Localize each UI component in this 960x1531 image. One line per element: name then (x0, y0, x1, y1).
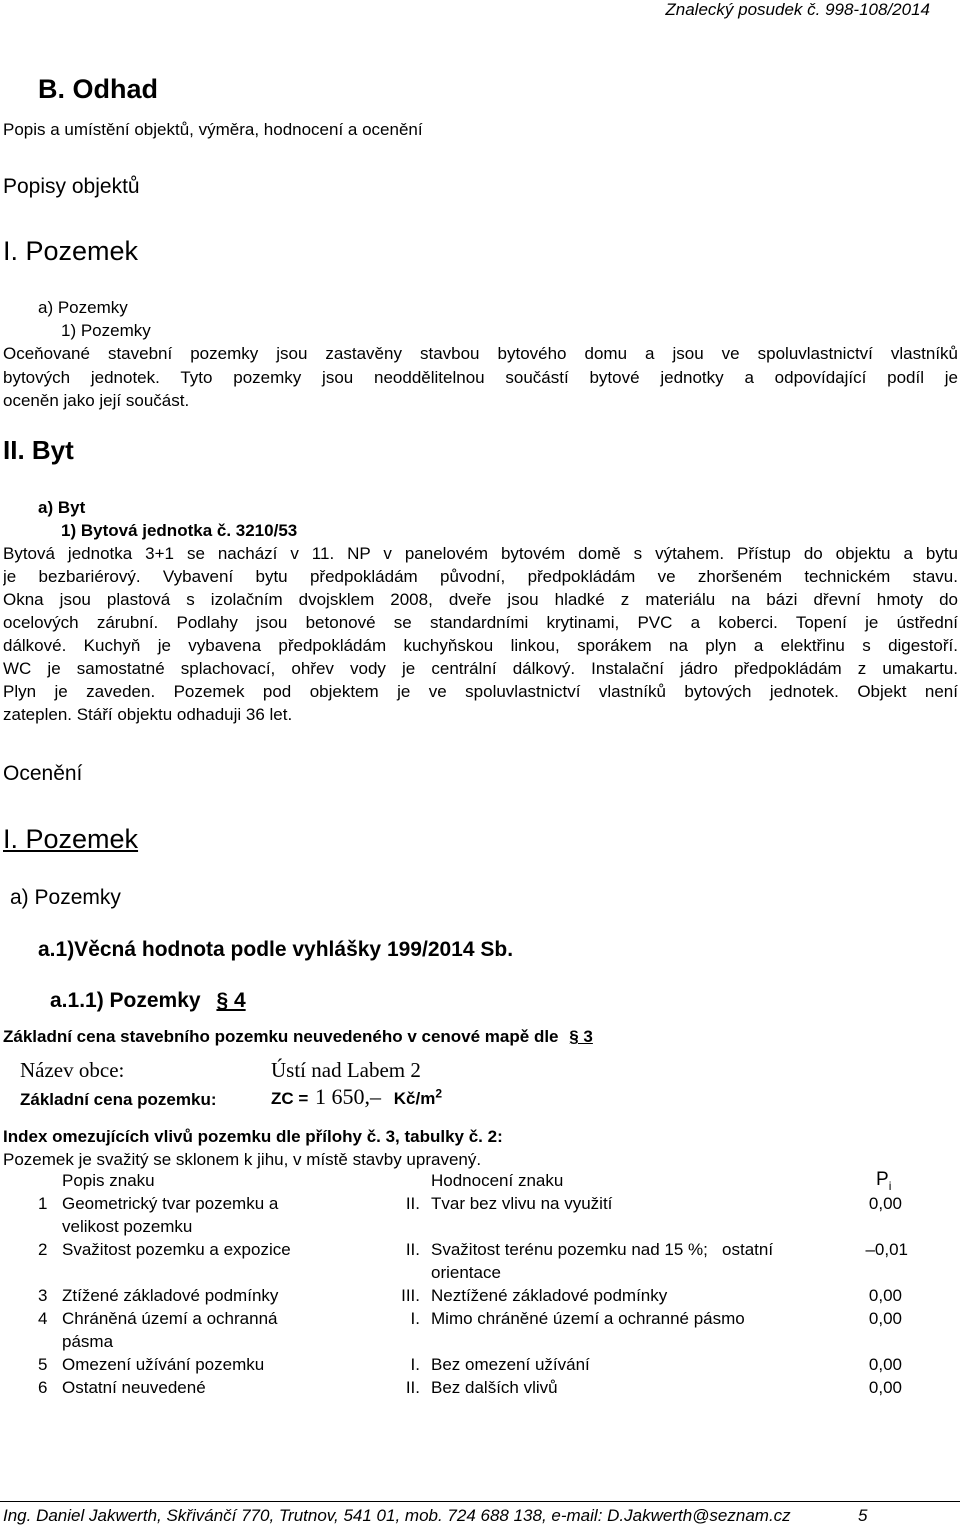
row-popis-line: pásma (62, 1332, 114, 1351)
row-popis-line: Ostatní neuvedené (62, 1378, 206, 1397)
popisy-heading: Popisy objektů (3, 175, 140, 198)
row-hodnoceni-line: Tvar bez vlivu na využití (431, 1194, 613, 1213)
col-popis-header: Popis znaku (62, 1171, 155, 1190)
byt-para-line: dálkové. Kuchyň je vybavena předpokládám kuchyňskou linkou, sporákem na plyn a elektřinu s digestoří. (3, 636, 958, 655)
a11-prefix: a.1.1) Pozemky (50, 989, 201, 1012)
index-heading: Index omezujících vlivů pozemku dle přílohy č. 3, tabulky č. 2: (3, 1127, 503, 1146)
zakladni-cena-heading (3, 1027, 593, 1047)
pozemek-para-line: oceněn jako její součást. (3, 391, 190, 410)
section-b-heading: B. Odhad (38, 74, 158, 104)
col-hodnoceni-header: Hodnocení znaku (431, 1171, 564, 1190)
zc-unit-sup: 2 (435, 1086, 443, 1101)
row-popis-line: Ztížené základové podmínky (62, 1286, 279, 1305)
paragraph-ref-link[interactable]: § 3 (569, 1027, 593, 1046)
byt-heading: II. Byt (3, 435, 74, 465)
byt-para-line: Bytová jednotka 3+1 se nachází v 11. NP v panelovém bytovém domě s výtahem. Přístup do objektu a bytu (3, 544, 958, 563)
pozemek-sub-a: a) Pozemky (38, 298, 128, 317)
col-p-header (876, 1169, 891, 1193)
row-number: 1 (38, 1194, 48, 1213)
row-p-value: 0,00 (868, 1355, 902, 1374)
row-stupen: II. (405, 1240, 420, 1259)
row-p-value: 0,00 (868, 1194, 902, 1213)
row-number: 4 (38, 1309, 48, 1328)
row-popis-line: Svažitost pozemku a expozice (62, 1240, 291, 1259)
row-popis-line: Omezení užívání pozemku (62, 1355, 265, 1374)
index-text: Pozemek je svažitý se sklonem k jihu, v místě stavby upravený. (3, 1150, 482, 1169)
pozemek-para-line: bytových jednotek. Tyto pozemky jsou neoddělitelnou součástí bytové jednotky a odpovídající podíl je (3, 368, 958, 387)
zc-formula (271, 1084, 442, 1110)
byt-sub-a: a) Byt (38, 498, 86, 517)
zc-prefix: ZC = (271, 1089, 309, 1108)
row-number: 2 (38, 1240, 48, 1259)
row-hodnoceni-line: Neztížené základové podmínky (431, 1286, 668, 1305)
document-header-title: Znalecký posudek č. 998-108/2014 (665, 0, 930, 19)
oceneni-heading: Ocenění (3, 762, 83, 785)
oceneni-pozemek-heading: I. Pozemek (3, 824, 139, 854)
footer-contact: Ing. Daniel Jakwerth, Skřivánčí 770, Trutnov, 541 01, mob. 724 688 138, e-mail: D.Jakwerth@seznam.cz (3, 1506, 791, 1525)
byt-para-line: ocelových zárubní. Podlahy jsou betonové se standardními krytinami, PVC a koberci. Topení je ústřední (3, 613, 958, 632)
row-hodnoceni-line: Mimo chráněné území a ochranné pásmo (431, 1309, 745, 1328)
byt-para-line: zateplen. Stáří objektu odhaduji 36 let. (3, 705, 293, 724)
byt-para-line: je bezbariérový. Vybavení bytu předpokládám původní, předpokládám ve zhoršeném technickém stavu. (3, 567, 958, 586)
row-p-value: –0,01 (865, 1240, 908, 1259)
row-stupen: I. (410, 1309, 420, 1328)
row-p-value: 0,00 (868, 1286, 902, 1305)
row-hodnoceni-line: orientace (431, 1263, 501, 1282)
byt-para-line: Okna jsou plastová s izolačním dvojsklem 2008, dveře jsou hladké z materiálu na bázi dřevní hmoty do (3, 590, 958, 609)
obec-label: Název obce: (20, 1058, 125, 1082)
byt-para-line: WC je samostatné splachovací, ohřev vody je centrální dálkový. Instalační jádro předpokládám z umakartu. (3, 659, 958, 678)
row-popis-line: Chráněná území a ochranná (62, 1309, 278, 1328)
row-p-value: 0,00 (868, 1378, 902, 1397)
paragraph-ref-link[interactable]: § 4 (216, 989, 246, 1012)
footer-divider (0, 1501, 960, 1502)
col-p-label: P (876, 1169, 889, 1190)
vecna-hodnota-heading: a.1)Věcná hodnota podle vyhlášky 199/2014 Sb. (38, 938, 514, 961)
pozemek-sub-1: 1) Pozemky (61, 321, 151, 340)
row-stupen: II. (405, 1378, 420, 1397)
zc-value: 1 650,– (315, 1084, 382, 1109)
row-popis-line: Geometrický tvar pozemku a (62, 1194, 279, 1213)
a11-pozemky-heading (50, 989, 246, 1013)
section-b-subtitle: Popis a umístění objektů, výměra, hodnocení a ocenění (3, 120, 423, 139)
pozemek-para-line: Oceňované stavební pozemky jsou zastavěny stavbou bytového domu a jsou ve spoluvlastnictví vlastníků (3, 344, 958, 363)
row-number: 3 (38, 1286, 48, 1305)
row-p-value: 0,00 (868, 1309, 902, 1328)
col-p-sub: i (888, 1178, 892, 1193)
byt-para-line: Plyn je zaveden. Pozemek pod objektem je ve spoluvlastnictví vlastníků bytových jednotek. Objekt není (3, 682, 958, 701)
row-stupen: I. (410, 1355, 420, 1374)
row-hodnoceni-line: Svažitost terénu pozemku nad 15 %; ostatní (431, 1240, 774, 1259)
row-stupen: III. (401, 1286, 420, 1305)
zc-unit: Kč/m (393, 1089, 436, 1108)
row-hodnoceni-line: Bez dalších vlivů (431, 1378, 558, 1397)
row-number: 5 (38, 1355, 48, 1374)
pozemek-heading: I. Pozemek (3, 236, 139, 266)
row-number: 6 (38, 1378, 48, 1397)
row-hodnoceni-line: Bez omezení užívání (431, 1355, 590, 1374)
byt-sub-1: 1) Bytová jednotka č. 3210/53 (61, 521, 298, 540)
zakladni-prefix: Základní cena stavebního pozemku neuvedeného v cenové mapě dle (3, 1027, 559, 1046)
row-popis-line: velikost pozemku (62, 1217, 193, 1236)
oceneni-sub-a: a) Pozemky (10, 886, 121, 909)
zc-label: Základní cena pozemku: (20, 1090, 217, 1109)
obec-value: Ústí nad Labem 2 (271, 1058, 421, 1082)
page-number: 5 (858, 1506, 868, 1525)
row-stupen: II. (405, 1194, 420, 1213)
